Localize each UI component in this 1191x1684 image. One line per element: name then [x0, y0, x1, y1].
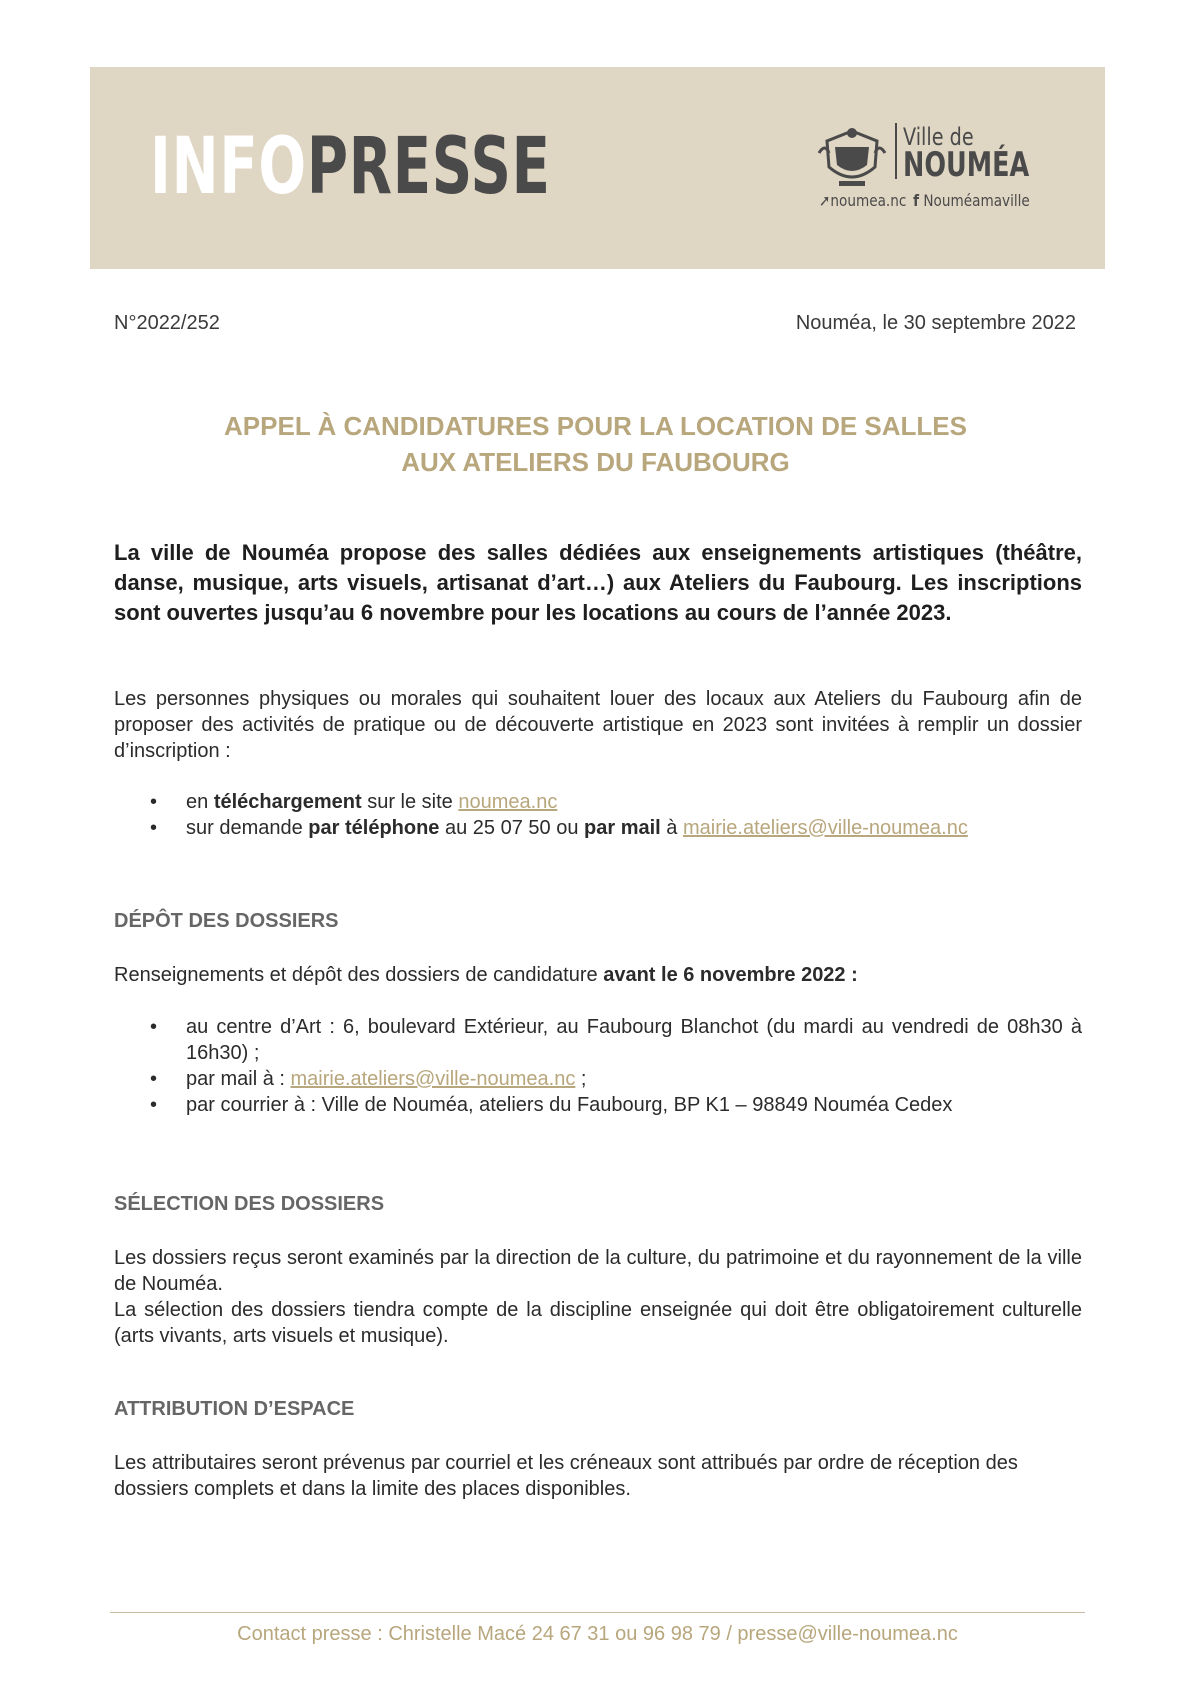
ateliers-email-link[interactable]: mairie.ateliers@ville-noumea.nc: [682, 817, 968, 839]
ville-de-noumea-logo: [817, 123, 1057, 210]
title-line-1: APPEL À CANDIDATURES POUR LA LOCATION DE SALLES: [224, 411, 967, 441]
list-item: • par mail à : mairie.ateliers@ville-noumea.nc ;: [150, 1068, 587, 1090]
arrow-icon: ➚: [819, 191, 831, 210]
noumea-site-link[interactable]: noumea.nc: [458, 791, 558, 813]
selection-paragraph-2: La sélection des dossiers tiendra compte de la discipline enseignée qui doit être obligatoirement culturelle (arts vivants, arts visuels et musique).: [114, 1299, 1082, 1347]
intro-paragraph: Les personnes physiques ou morales qui souhaitent louer des locaux aux Ateliers du Faubourg afin de proposer des activités de pratique ou de découverte artistique en 2023 sont invitées à remplir un dossier d’inscription :: [114, 688, 1082, 762]
list-item: • sur demande par téléphone au 25 07 50 ou par mail à mairie.ateliers@ville-noumea.nc: [150, 817, 968, 839]
wordmark-presse: PRESSE: [306, 122, 551, 212]
download-options-list: [114, 789, 1082, 841]
list-item: • au centre d’Art : 6, boulevard Extérieur, au Faubourg Blanchot (du mardi au vendredi de 08h30 à 16h30) ;: [150, 1016, 1082, 1064]
logo-ville-de: Ville de: [903, 123, 974, 151]
header-banner: [90, 67, 1105, 269]
list-item: • par courrier à : Ville de Nouméa, ateliers du Faubourg, BP K1 – 98849 Nouméa Cedex: [150, 1094, 953, 1116]
logo-facebook: Nouméamaville: [923, 191, 1030, 210]
section-heading-attribution: ATTRIBUTION D’ESPACE: [114, 1398, 355, 1420]
logo-divider: [895, 123, 897, 179]
reference-number: N°2022/252: [114, 312, 220, 334]
footer-divider: [110, 1612, 1085, 1613]
info-presse-wordmark: [150, 122, 551, 212]
press-contact: Contact presse : Christelle Macé 24 67 31 ou 96 98 79 / presse@ville-noumea.nc: [237, 1623, 958, 1645]
logo-site: noumea.nc: [830, 191, 907, 210]
depot-email-link[interactable]: mairie.ateliers@ville-noumea.nc: [290, 1068, 576, 1090]
section-heading-selection: SÉLECTION DES DOSSIERS: [114, 1193, 385, 1215]
title-line-2: AUX ATELIERS DU FAUBOURG: [401, 447, 790, 477]
section-heading-depot: DÉPÔT DES DOSSIERS: [114, 910, 339, 932]
bullet-icon: •: [150, 817, 158, 839]
bullet-icon: •: [150, 1068, 158, 1090]
depot-paragraph: Renseignements et dépôt des dossiers de candidature avant le 6 novembre 2022 :: [114, 964, 858, 986]
attribution-paragraph: Les attributaires seront prévenus par courriel et les créneaux sont attribués par ordre de réception des dossiers complets et dans la limite des places disponibles.: [114, 1452, 1018, 1500]
bullet-icon: •: [150, 791, 158, 813]
facebook-icon: f: [913, 191, 920, 210]
lead-paragraph: La ville de Nouméa propose des salles dédiées aux enseignements artistiques (théâtre, danse, musique, arts visuels, artisanat d’art…) aux Ateliers du Faubourg. Les inscriptions sont ouvertes jusqu’au 6 novembre pour les locations au cours de l’année 2023.: [114, 540, 1082, 625]
list-item: • en téléchargement sur le site noumea.nc: [150, 791, 558, 813]
logo-noumea: NOUMÉA: [903, 145, 1030, 185]
selection-paragraph-1: Les dossiers reçus seront examinés par la direction de la culture, du patrimoine et du rayonnement de la ville de Nouméa.: [114, 1247, 1082, 1295]
city-crest-icon: [817, 123, 887, 193]
page-title: [114, 408, 1077, 480]
bullet-icon: •: [150, 1094, 158, 1116]
depot-options-list: [114, 1014, 1082, 1118]
wordmark-info: INFO: [150, 122, 307, 212]
bullet-icon: •: [150, 1016, 158, 1038]
publication-date: Nouméa, le 30 septembre 2022: [795, 312, 1076, 334]
logo-social-line: [819, 191, 1030, 210]
